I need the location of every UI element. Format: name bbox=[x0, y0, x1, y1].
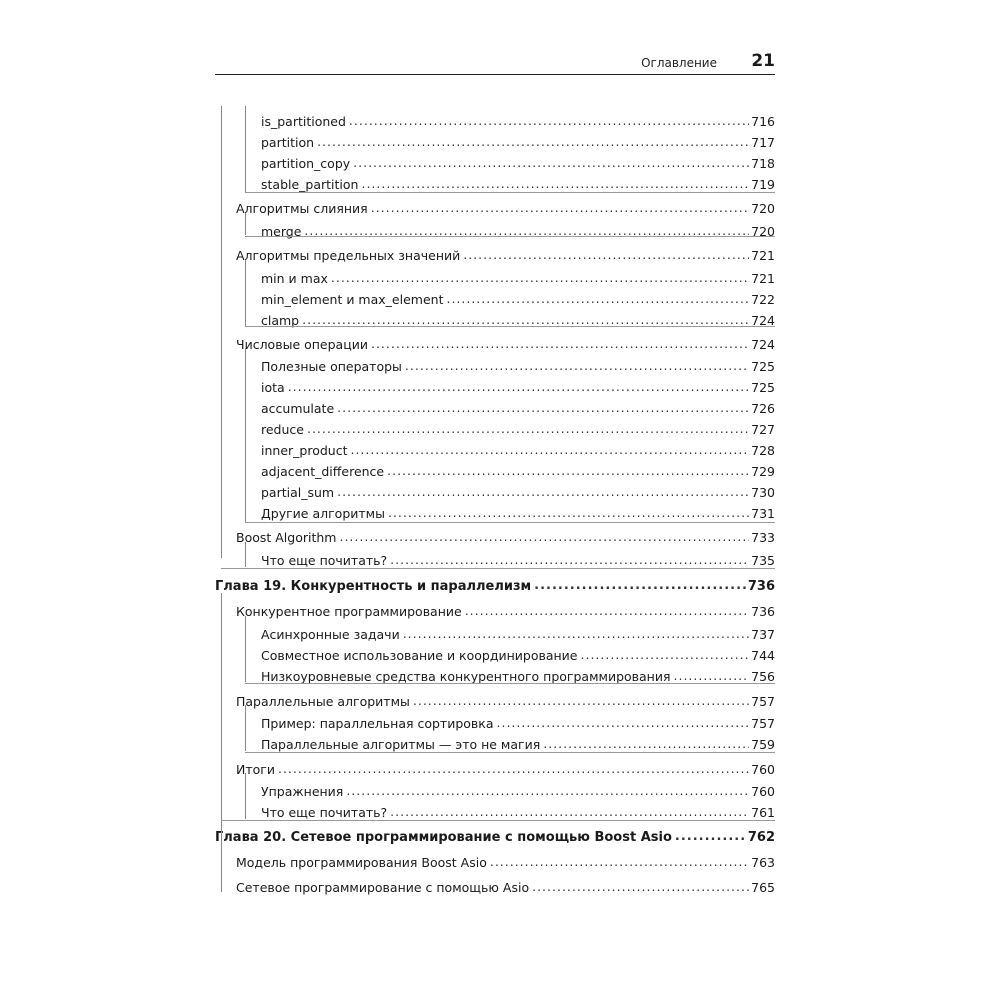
toc-subsection-entry bbox=[215, 441, 775, 459]
toc-entry-page: 757 bbox=[751, 716, 775, 731]
toc-chapter-entry bbox=[215, 577, 775, 595]
toc-entry-page: 733 bbox=[751, 530, 775, 545]
toc-entry-page: 721 bbox=[751, 271, 775, 286]
toc-entry-title: Глава 20. Сетевое программирование с помощью Boost Asio bbox=[215, 830, 672, 845]
toc-entry-title: adjacent_difference bbox=[261, 464, 385, 479]
tree-guide-line bbox=[245, 773, 246, 819]
toc-subsection-entry bbox=[215, 269, 775, 287]
dot-leader bbox=[346, 785, 749, 797]
toc-subsection-entry bbox=[215, 290, 775, 308]
toc-subsection-entry bbox=[215, 504, 775, 522]
tree-guide-line bbox=[245, 683, 775, 684]
tree-guide-line bbox=[245, 326, 775, 327]
toc-entry-title: partial_sum bbox=[261, 485, 335, 500]
toc-entry-title: reduce bbox=[261, 422, 304, 437]
toc-entry-page: 765 bbox=[751, 880, 775, 895]
toc-entry-page: 762 bbox=[747, 830, 775, 845]
toc-entry-title: Итоги bbox=[236, 762, 275, 777]
toc-entry-title: Модель программирования Boost Asio bbox=[236, 855, 487, 870]
dot-leader bbox=[413, 695, 749, 707]
tree-guide-line bbox=[221, 844, 222, 892]
dot-leader bbox=[403, 628, 749, 640]
toc-entry-page: 722 bbox=[751, 292, 775, 307]
toc-entry-page: 744 bbox=[751, 648, 775, 663]
toc-section-entry bbox=[215, 602, 775, 620]
toc-entry-title: Совместное использование и координирование bbox=[261, 648, 578, 663]
tree-guide-line bbox=[245, 522, 775, 523]
toc-entry-page: 716 bbox=[751, 114, 775, 129]
toc-entry-page: 760 bbox=[751, 762, 775, 777]
tree-guide-line bbox=[245, 705, 246, 751]
toc-subsection-entry bbox=[215, 483, 775, 501]
toc-section-entry bbox=[215, 528, 775, 546]
dot-leader bbox=[388, 507, 749, 519]
toc-entry-title: min и max bbox=[261, 271, 328, 286]
toc-subsection-entry bbox=[215, 420, 775, 438]
toc-entry-page: 725 bbox=[751, 380, 775, 395]
toc-entry-title: Низкоуровневые средства конкурентного программирования bbox=[261, 669, 671, 684]
dot-leader bbox=[339, 531, 749, 543]
toc-entry-title: iota bbox=[261, 380, 285, 395]
dot-leader bbox=[371, 338, 749, 350]
toc-entry-title: Сетевое программирование с помощью Asio bbox=[236, 880, 530, 895]
toc-subsection-entry bbox=[215, 714, 775, 732]
toc-entry-title: partition bbox=[261, 135, 315, 150]
toc-entry-page: 721 bbox=[751, 248, 775, 263]
dot-leader bbox=[446, 293, 749, 305]
tree-guide-line bbox=[245, 213, 246, 235]
tree-guide-line bbox=[221, 568, 775, 569]
dot-leader bbox=[543, 738, 749, 750]
tree-guide-line bbox=[221, 106, 222, 558]
dot-leader bbox=[331, 272, 749, 284]
dot-leader bbox=[361, 178, 749, 190]
toc-entry-page: 735 bbox=[751, 553, 775, 568]
dot-leader bbox=[675, 831, 746, 843]
toc-entry-title: Параллельные алгоритмы bbox=[236, 694, 410, 709]
toc-section-entry bbox=[215, 199, 775, 217]
toc-entry-page: 763 bbox=[751, 855, 775, 870]
toc-section-entry bbox=[215, 246, 775, 264]
dot-leader bbox=[534, 580, 746, 592]
dot-leader bbox=[390, 806, 749, 818]
toc-subsection-entry bbox=[215, 399, 775, 417]
toc-subsection-entry bbox=[215, 112, 775, 130]
toc-entry-page: 761 bbox=[751, 805, 775, 820]
dot-leader bbox=[302, 314, 749, 326]
tree-guide-line bbox=[245, 260, 246, 326]
toc-entry-page: 728 bbox=[751, 443, 775, 458]
dot-leader bbox=[497, 717, 750, 729]
dot-leader bbox=[371, 202, 749, 214]
tree-guide-line bbox=[245, 236, 775, 237]
dot-leader bbox=[349, 115, 749, 127]
dot-leader bbox=[337, 402, 749, 414]
toc-entry-title: Конкурентное программирование bbox=[236, 604, 462, 619]
dot-leader bbox=[674, 670, 750, 682]
toc-entry-title: Числовые операции bbox=[236, 337, 368, 352]
toc-entry-page: 760 bbox=[751, 784, 775, 799]
toc-subsection-entry bbox=[215, 782, 775, 800]
toc-entry-title: min_element и max_element bbox=[261, 292, 444, 307]
toc-entry-page: 719 bbox=[751, 177, 775, 192]
toc-section-entry bbox=[215, 760, 775, 778]
toc-entry-title: inner_product bbox=[261, 443, 348, 458]
dot-leader bbox=[465, 605, 749, 617]
tree-guide-line bbox=[221, 820, 775, 821]
toc-entry-title: Упражнения bbox=[261, 784, 344, 799]
toc-entry-page: 724 bbox=[751, 337, 775, 352]
tree-guide-line bbox=[245, 752, 775, 753]
toc-entry-title: Что еще почитать? bbox=[261, 553, 388, 568]
toc-subsection-entry bbox=[215, 154, 775, 172]
dot-leader bbox=[463, 249, 749, 261]
toc-entry-page: 756 bbox=[751, 669, 775, 684]
tree-guide-line bbox=[245, 192, 775, 193]
toc-chapter-entry bbox=[215, 828, 775, 846]
dot-leader bbox=[387, 465, 749, 477]
toc-entry-title: Пример: параллельная сортировка bbox=[261, 716, 494, 731]
toc-entry-title: is_partitioned bbox=[261, 114, 346, 129]
dot-leader bbox=[317, 136, 749, 148]
tree-guide-line bbox=[245, 542, 246, 567]
running-header bbox=[215, 52, 775, 75]
tree-guide-line bbox=[245, 348, 246, 522]
toc-section-entry bbox=[215, 692, 775, 710]
dot-leader bbox=[350, 444, 749, 456]
dot-leader bbox=[581, 649, 750, 661]
running-header-section: Оглавление bbox=[641, 56, 717, 70]
page-number: 21 bbox=[751, 51, 775, 71]
toc-entry-title: merge bbox=[261, 224, 302, 239]
toc-subsection-entry bbox=[215, 462, 775, 480]
toc-subsection-entry bbox=[215, 735, 775, 753]
toc-subsection-entry bbox=[215, 357, 775, 375]
toc-entry-page: 737 bbox=[751, 627, 775, 642]
toc-entry-page: 736 bbox=[747, 579, 775, 594]
toc-entry-title: Асинхронные задачи bbox=[261, 627, 400, 642]
toc-subsection-entry bbox=[215, 175, 775, 193]
toc-entry-page: 730 bbox=[751, 485, 775, 500]
toc-entry-title: stable_partition bbox=[261, 177, 359, 192]
toc-subsection-entry bbox=[215, 551, 775, 569]
dot-leader bbox=[307, 423, 749, 435]
toc-entry-page: 729 bbox=[751, 464, 775, 479]
tree-guide-line bbox=[245, 106, 246, 192]
toc-entry-page: 726 bbox=[751, 401, 775, 416]
toc-section-entry bbox=[215, 335, 775, 353]
tree-guide-line bbox=[245, 616, 246, 682]
toc-entry-title: Глава 19. Конкурентность и параллелизм bbox=[215, 579, 532, 594]
toc-entry-page: 736 bbox=[751, 604, 775, 619]
toc-entry-title: Алгоритмы предельных значений bbox=[236, 248, 461, 263]
dot-leader bbox=[337, 486, 749, 498]
dot-leader bbox=[278, 763, 749, 775]
dot-leader bbox=[353, 157, 749, 169]
toc-entry-title: Параллельные алгоритмы — это не магия bbox=[261, 737, 541, 752]
toc-subsection-entry bbox=[215, 646, 775, 664]
toc-entry-title: Что еще почитать? bbox=[261, 805, 388, 820]
toc-entry-page: 720 bbox=[751, 224, 775, 239]
toc-entry-page: 731 bbox=[751, 506, 775, 521]
dot-leader bbox=[390, 554, 749, 566]
toc-entry-title: Алгоритмы слияния bbox=[236, 201, 368, 216]
toc-subsection-entry bbox=[215, 133, 775, 151]
toc-entry-title: Boost Algorithm bbox=[236, 530, 337, 545]
toc-entry-page: 759 bbox=[751, 737, 775, 752]
toc-subsection-entry bbox=[215, 378, 775, 396]
dot-leader bbox=[405, 360, 749, 372]
dot-leader bbox=[288, 381, 749, 393]
toc-entry-title: accumulate bbox=[261, 401, 335, 416]
toc-entry-title: clamp bbox=[261, 313, 300, 328]
toc-entry-title: Другие алгоритмы bbox=[261, 506, 385, 521]
dot-leader bbox=[490, 856, 749, 868]
toc-entry-title: partition_copy bbox=[261, 156, 351, 171]
toc-section-entry bbox=[215, 878, 775, 896]
toc-section-entry bbox=[215, 853, 775, 871]
toc-entry-page: 757 bbox=[751, 694, 775, 709]
dot-leader bbox=[532, 881, 749, 893]
toc-entry-page: 720 bbox=[751, 201, 775, 216]
toc-entry-page: 724 bbox=[751, 313, 775, 328]
toc-subsection-entry bbox=[215, 222, 775, 240]
toc-entry-title: Полезные операторы bbox=[261, 359, 402, 374]
toc-entry-page: 717 bbox=[751, 135, 775, 150]
toc-entry-page: 727 bbox=[751, 422, 775, 437]
toc-subsection-entry bbox=[215, 625, 775, 643]
toc-entry-page: 718 bbox=[751, 156, 775, 171]
toc-subsection-entry bbox=[215, 803, 775, 821]
toc-entry-page: 725 bbox=[751, 359, 775, 374]
